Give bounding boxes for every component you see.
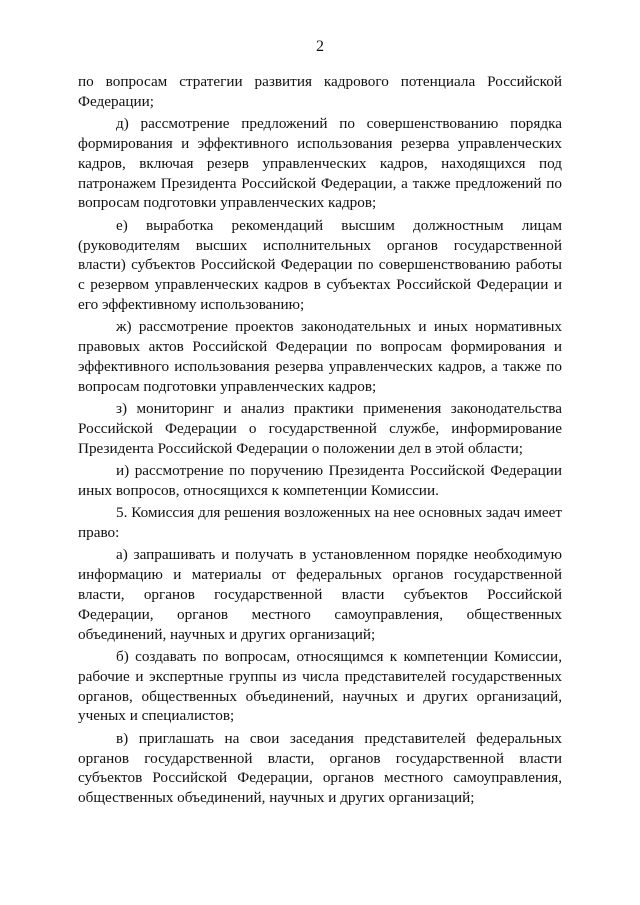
paragraph-continuation: по вопросам стратегии развития кадрового потенциала Российской Федерации;: [78, 73, 562, 110]
paragraph-item-i: и) рассмотрение по поручению Президента Российской Федерации иных вопросов, относящихся к компетенции Комиссии.: [78, 462, 562, 499]
paragraph-item-zh: ж) рассмотрение проектов законодательных и иных нормативных правовых актов Российской Федерации по вопросам формирования и эффективного использования резерва управленческих кадров, а также по вопросам подготовки управленческих кадров;: [78, 318, 562, 395]
paragraph-item-v: в) приглашать на свои заседания представителей федеральных органов государственной власти, органов государственной власти субъектов Российской Федерации, органов местного самоуправления, общественных объединений, научных и других организаций;: [78, 729, 562, 807]
page-number: 2: [316, 38, 324, 55]
paragraph-item-a: а) запрашивать и получать в установленном порядке необходимую информацию и материалы от федеральных органов государственной власти, органов государственной власти субъектов Российской Федерации, органов местного самоуправления, общественных объединений, научных и других организаций;: [78, 546, 562, 643]
paragraph-item-d: д) рассмотрение предложений по совершенствованию порядка формирования и эффективного использования резерва управленческих кадров, включая резерв управленческих кадров, находящихся под патронажем Президента Российской Федерации, а также предложений по вопросам подготовки управленческих кадров;: [78, 115, 562, 212]
document-body: [78, 72, 562, 811]
paragraph-item-b: б) создавать по вопросам, относящимся к компетенции Комиссии, рабочие и экспертные группы из числа представителей государственных органов, общественных объединений, научных и других организаций, ученых и специалистов;: [78, 648, 562, 725]
paragraph-item-e: е) выработка рекомендаций высшим должностным лицам (руководителям высших исполнительных органов государственной власти) субъектов Российской Федерации по совершенствованию работы с резервом управленческих кадров в субъектах Российской Федерации и его эффективному использованию;: [78, 216, 562, 313]
paragraph-item-z: з) мониторинг и анализ практики применения законодательства Российской Федерации о государственной службе, информирование Президента Российской Федерации о положении дел в этой области;: [78, 400, 562, 457]
paragraph-section-5: 5. Комиссия для решения возложенных на нее основных задач имеет право:: [78, 504, 562, 542]
